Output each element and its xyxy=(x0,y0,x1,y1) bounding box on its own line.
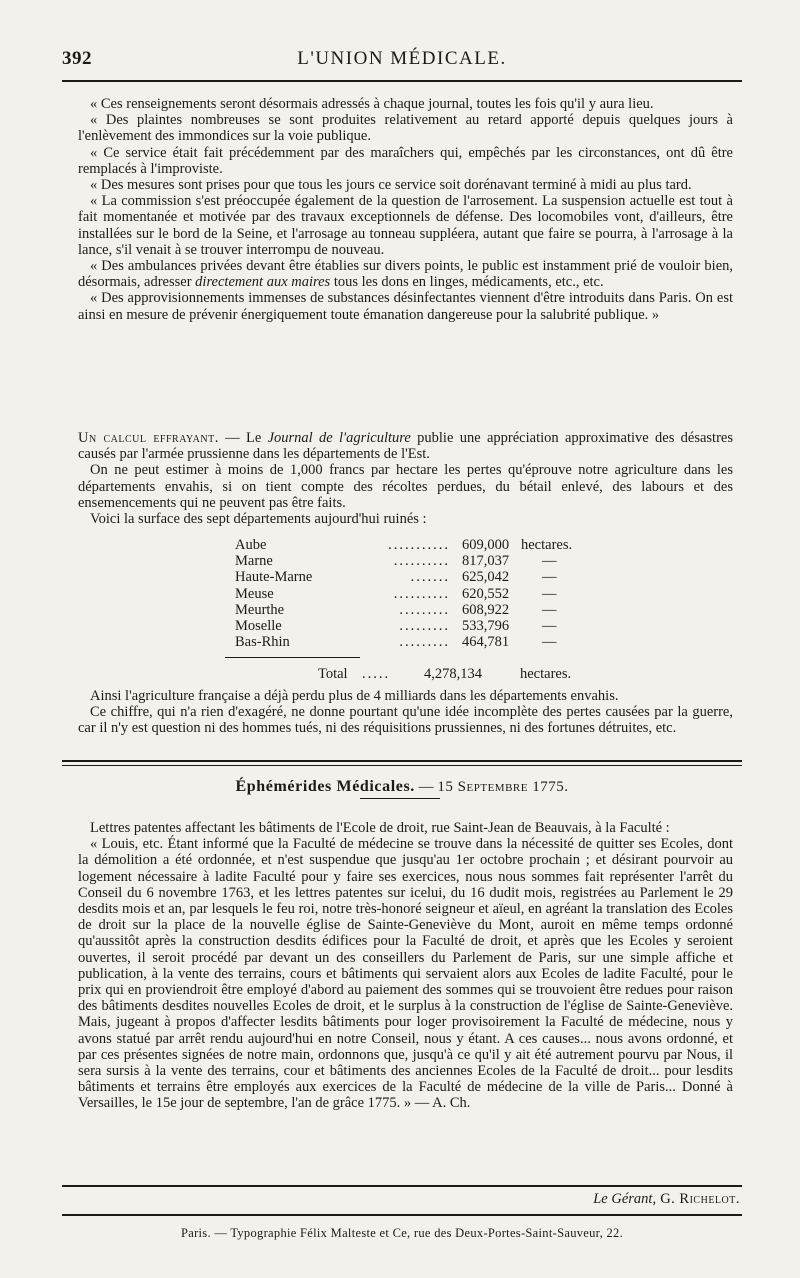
table-row xyxy=(235,618,595,634)
paragraph xyxy=(78,430,733,462)
leader-dots: ..... xyxy=(362,666,391,682)
leader-dots: ......... xyxy=(399,601,450,618)
page-number: 392 xyxy=(62,48,92,69)
calcul-conclusion xyxy=(78,688,733,737)
table-row xyxy=(235,553,595,569)
leader-dots: ........... xyxy=(388,537,450,553)
department-name: Meurthe xyxy=(235,601,285,618)
ditto-dash: — xyxy=(542,569,557,586)
text-run: tous les dons en linges, médicaments, etc., etc. xyxy=(330,274,604,291)
paragraph: Voici la surface des sept départements aujourd'hui ruinés : xyxy=(90,511,427,528)
journal-title: L'UNION MÉDICALE. xyxy=(297,48,507,69)
ditto-dash: — xyxy=(542,634,557,651)
departments-table xyxy=(235,537,595,650)
journal-name: Journal de l'agriculture xyxy=(267,430,411,446)
ditto-dash: — xyxy=(542,553,557,570)
commission-notices xyxy=(78,96,733,323)
gerant-label: Le Gérant, xyxy=(593,1191,657,1207)
section-rule xyxy=(62,760,742,762)
table-row xyxy=(235,569,595,585)
text-run: — xyxy=(414,779,438,795)
total-rule xyxy=(225,657,360,658)
table-row xyxy=(235,537,595,553)
ditto-dash: — xyxy=(542,617,557,634)
header-rule xyxy=(62,80,742,82)
ephemerides-heading xyxy=(62,778,742,796)
leader-dots: ....... xyxy=(410,569,450,586)
emphasis: directement aux maires xyxy=(195,274,331,291)
footer-rule xyxy=(62,1185,742,1187)
paragraph xyxy=(78,258,733,290)
article-heading: Un calcul effrayant. xyxy=(78,430,219,446)
department-name: Marne xyxy=(235,553,273,570)
page-header xyxy=(62,48,742,78)
department-name: Aube xyxy=(235,537,267,553)
paragraph: Ainsi l'agriculture française a déjà perdu plus de 4 milliards dans les départements envahis. xyxy=(90,688,619,704)
gerant-name: G. Richelot. xyxy=(656,1191,740,1207)
hectares-value: 533,796 xyxy=(462,617,510,634)
department-name: Meuse xyxy=(235,585,274,602)
title-underline xyxy=(360,798,440,799)
text-run: publie une appréciation approximative des désastres causés par l'armée prussienne dans les départements de l'Est. xyxy=(78,430,733,463)
leader-dots: .......... xyxy=(393,553,450,570)
table-row xyxy=(235,634,595,650)
unit-label: hectares. xyxy=(521,537,573,553)
ephemerides-title: Éphémérides Médicales. xyxy=(235,778,415,795)
text-run: — Le xyxy=(218,430,268,446)
leader-dots: ......... xyxy=(399,617,450,634)
hectares-value: 609,000 xyxy=(462,537,510,553)
paragraph: « Des approvisionnements immenses de substances désinfectantes viennent d'être introduits dans Paris. On est ainsi en mesure de prévenir énergiquement toute émanation dangereuse pour la salubrité publique. » xyxy=(78,290,733,323)
leader-dots: .......... xyxy=(393,585,450,602)
department-name: Bas-Rhin xyxy=(235,634,290,651)
printer-imprint: Paris. — Typographie Félix Malteste et Ce, rue des Deux-Portes-Saint-Sauveur, 22. xyxy=(180,1226,624,1240)
calcul-article xyxy=(78,430,733,527)
paragraph: « La commission s'est préoccupée également de la question de l'arrosement. La suspension actuelle est tout à fait momentanée et motivée par des travaux exceptionnels de défense. Des locomobiles vont, d'ailleurs, être installées sur le bord de la Seine, et l'arrosage au tonneau suppléera, autant que faire se pourra, à l'arrosage à la lance, s'il venait à se trouver interrompu de nouveau. xyxy=(78,193,733,258)
table-row xyxy=(235,602,595,618)
ditto-dash: — xyxy=(542,601,557,618)
hectares-value: 464,781 xyxy=(462,634,510,651)
hectares-value: 608,922 xyxy=(462,601,510,618)
paragraph: « Louis, etc. Étant informé que la Faculté de médecine se trouve dans la nécessité de quitter ses Ecoles, dont la démolition a été ordonnée, et n'est suspendue que jusqu'au 1er octobre prochain ; et désirant pourvoir au logement nécessaire à ladite Faculté pour y faire ses exercices, nous nous sommes fait représenter l'arrêt du Conseil du 6 novembre 1763, et les lettres patentes sur icelui, du 16 dudit mois, registrées au Parlement le 29 desdits mois et an, par lesquels le feu roi, notre très-honoré seigneur et aïeul, en agréant la translation des Ecoles de droit sur la place de la nouvelle église de Sainte-Geneviève du Mont, auroit en même temps ordonné qu'aussitôt après la construction desdits édifices pour la Faculté de droit, et après que les Ecoles y seroient ouvertes, il seroit procédé par devant un des conseillers du Parlement de Paris, sur une simple affiche et publication, à la vente des terrains, cours et bâtiments qui servaient alors aux Ecoles de ladite Faculté, pour le prix qui en proviendroit être employé d'abord au paiement des sommes qui se trouvoient être redues pour raison des bâtiments desdites nouvelles Ecoles de droit, et le surplus à la construction de l'église de Sainte-Geneviève. Mais, jugeant à propos d'affecter lesdits bâtiments pour loger provisoirement la Faculté de médecine, nous y avons statué par arrêt rendu aujourd'hui en notre Conseil, nous y étant. A ces causes... nous avons ordonné, et par ces présentes signées de notre main, ordonnons que, jusqu'à ce qu'il y ait été autrement pourvu par Nous, il sera sursis à la vente des terrains, cour et bâtiments des anciennes Ecoles de la Faculté de droit... pour lesdits bâtiments et terrains être employés aux exercices de la Faculté de médecine de la ville de Paris... Donné à Versailles, le 15e jour de septembre, l'an de grâce 1775. » — A. Ch. xyxy=(78,836,733,1112)
hectares-value: 817,037 xyxy=(462,553,510,570)
paragraph: « Des mesures sont prises pour que tous les jours ce service soit dorénavant terminé à midi au plus tard. xyxy=(90,177,692,194)
paragraph: On ne peut estimer à moins de 1,000 francs par hectare les pertes qu'éprouve notre agriculture dans les départements envahis, si on tient compte des récoltes perdues, du bétail enlevé, des labours et des ensemencements qui ne peuvent pas être faits. xyxy=(78,462,733,511)
total-label: Total xyxy=(318,666,348,682)
footer-rule xyxy=(62,1214,742,1216)
paragraph: Ce chiffre, qui n'a rien d'exagéré, ne donne pourtant qu'une idée incomplète des pertes causées par la guerre, car il n'y est question ni des hommes tués, ni des réquisitions prussiennes, ni des fortunes détruites, etc. xyxy=(78,704,733,737)
department-name: Haute-Marne xyxy=(235,569,313,586)
text-run: « Des ambulances privées devant être établies sur divers points, le public est instamment prié de vouloir bien, désormais, adresser xyxy=(78,258,733,291)
unit-label: hectares. xyxy=(520,666,572,682)
ephemerides-article xyxy=(78,820,733,1112)
ephemerides-date: 15 Septembre 1775. xyxy=(437,779,569,795)
section-rule xyxy=(62,765,742,766)
table-row xyxy=(235,586,595,602)
paragraph: « Ce service était fait précédemment par des maraîchers qui, empêchés par les circonstances, ont dû être remplacés à l'improviste. xyxy=(78,144,733,177)
department-name: Moselle xyxy=(235,617,282,634)
hectares-value: 620,552 xyxy=(462,585,510,602)
paragraph: Lettres patentes affectant les bâtiments de l'Ecole de droit, rue Saint-Jean de Beauvais, à la Faculté : xyxy=(90,820,670,836)
hectares-value: 625,042 xyxy=(462,569,510,586)
leader-dots: ......... xyxy=(399,634,450,651)
paragraph: « Des plaintes nombreuses se sont produites relativement au retard apporté depuis quelques jours à l'enlèvement des immondices sur la voie publique. xyxy=(78,112,733,145)
paragraph: « Ces renseignements seront désormais adressés à chaque journal, toutes les fois qu'il y aura lieu. xyxy=(90,96,654,112)
total-value: 4,278,134 xyxy=(424,666,482,682)
ditto-dash: — xyxy=(542,585,557,602)
gerant-signature xyxy=(593,1191,740,1208)
